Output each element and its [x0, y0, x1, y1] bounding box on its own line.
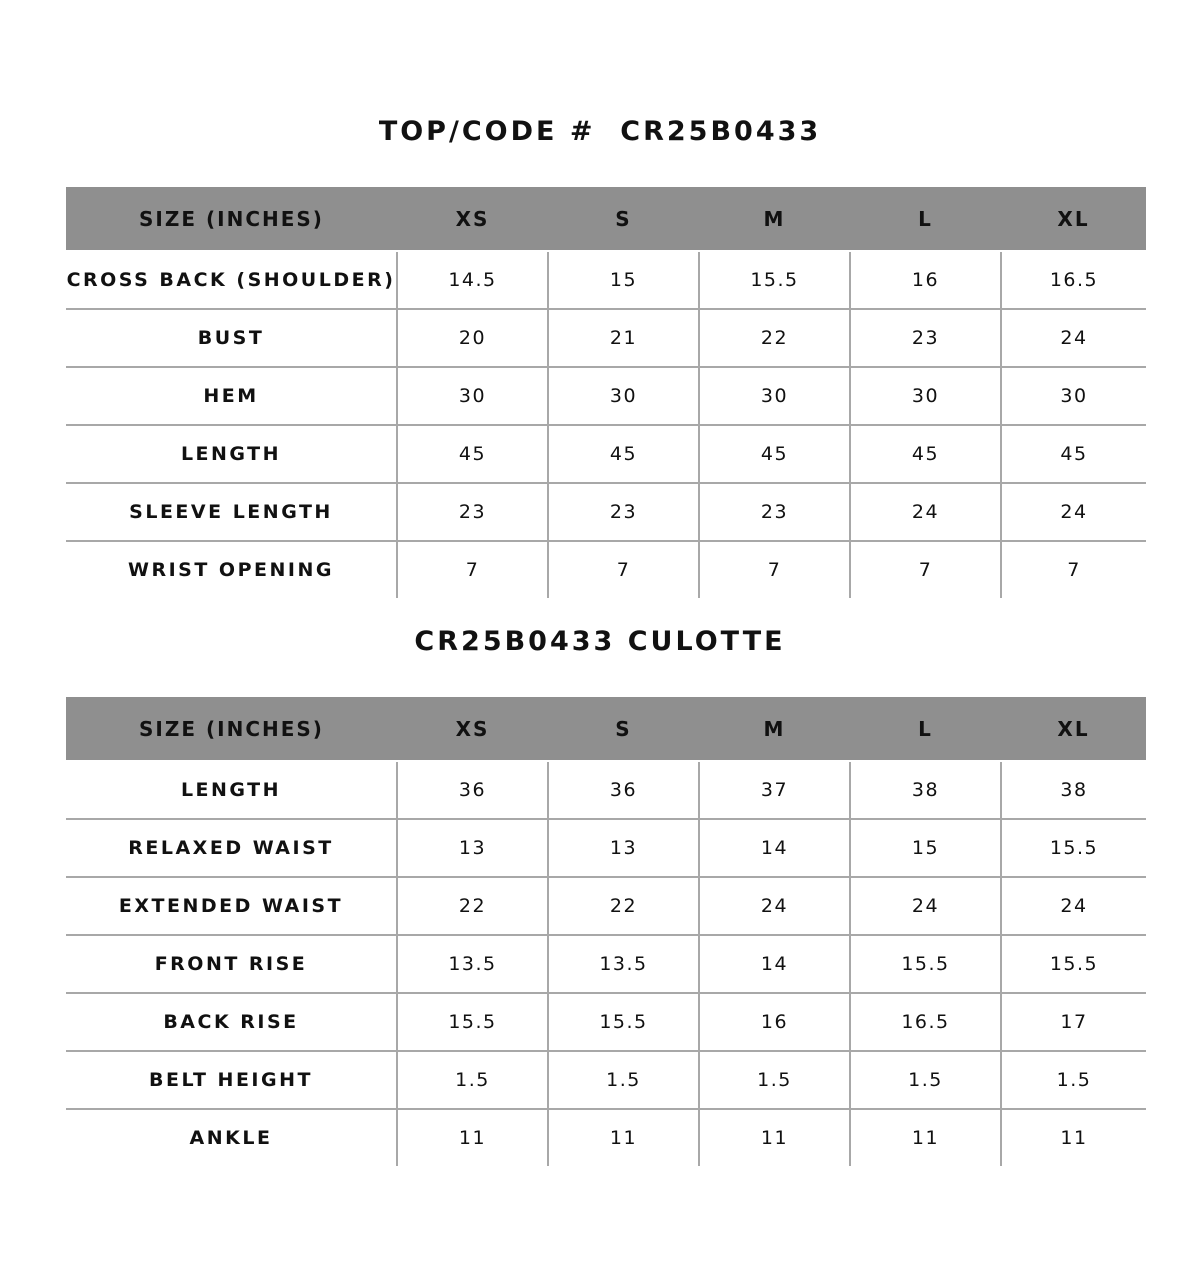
- header-size-m: M: [699, 187, 850, 251]
- measurement-value: 7: [699, 541, 850, 598]
- measurement-value: 1.5: [1001, 1051, 1146, 1109]
- measurement-label: HEM: [66, 367, 397, 425]
- measurement-value: 45: [548, 425, 699, 483]
- measurement-value: 23: [699, 483, 850, 541]
- measurement-value: 23: [548, 483, 699, 541]
- table-row: [66, 367, 1146, 425]
- measurement-value: 1.5: [699, 1051, 850, 1109]
- measurement-value: 15.5: [397, 993, 548, 1051]
- measurement-value: 14: [699, 819, 850, 877]
- top-size-chart-title: TOP/CODE # CR25B0433: [378, 116, 822, 147]
- table-row: [66, 1051, 1146, 1109]
- table-row: [66, 309, 1146, 367]
- header-size-m: M: [699, 697, 850, 761]
- measurement-value: 1.5: [397, 1051, 548, 1109]
- measurement-value: 22: [548, 877, 699, 935]
- header-size-xl: XL: [1001, 187, 1146, 251]
- measurement-value: 20: [397, 309, 548, 367]
- measurement-value: 45: [397, 425, 548, 483]
- measurement-value: 38: [850, 761, 1001, 819]
- measurement-value: 15.5: [850, 935, 1001, 993]
- measurement-value: 11: [850, 1109, 1001, 1166]
- measurement-label: BELT HEIGHT: [66, 1051, 397, 1109]
- measurement-value: 14.5: [397, 251, 548, 309]
- measurement-value: 45: [1001, 425, 1146, 483]
- measurement-label: BACK RISE: [66, 993, 397, 1051]
- measurement-value: 45: [699, 425, 850, 483]
- measurement-value: 16: [699, 993, 850, 1051]
- measurement-value: 11: [1001, 1109, 1146, 1166]
- measurement-value: 17: [1001, 993, 1146, 1051]
- measurement-value: 24: [699, 877, 850, 935]
- measurement-value: 16.5: [850, 993, 1001, 1051]
- measurement-value: 1.5: [850, 1051, 1001, 1109]
- table-row: [66, 483, 1146, 541]
- measurement-value: 11: [699, 1109, 850, 1166]
- header-size-s: S: [548, 697, 699, 761]
- measurement-value: 13.5: [548, 935, 699, 993]
- measurement-value: 7: [397, 541, 548, 598]
- measurement-value: 11: [397, 1109, 548, 1166]
- measurement-label: RELAXED WAIST: [66, 819, 397, 877]
- culotte-size-table: [66, 697, 1146, 1166]
- measurement-value: 16: [850, 251, 1001, 309]
- measurement-value: 11: [548, 1109, 699, 1166]
- measurement-value: 15.5: [1001, 819, 1146, 877]
- measurement-value: 22: [699, 309, 850, 367]
- measurement-value: 15.5: [699, 251, 850, 309]
- measurement-value: 7: [850, 541, 1001, 598]
- header-size-s: S: [548, 187, 699, 251]
- measurement-value: 23: [850, 309, 1001, 367]
- header-size-label: SIZE (INCHES): [66, 187, 397, 251]
- measurement-value: 15: [548, 251, 699, 309]
- measurement-value: 24: [850, 877, 1001, 935]
- table-header-row: [66, 187, 1146, 251]
- measurement-value: 21: [548, 309, 699, 367]
- measurement-value: 13: [548, 819, 699, 877]
- table-row: [66, 425, 1146, 483]
- table-row: [66, 541, 1146, 598]
- measurement-value: 36: [548, 761, 699, 819]
- table-row: [66, 877, 1146, 935]
- measurement-label: WRIST OPENING: [128, 559, 334, 581]
- header-size-label: SIZE (INCHES): [66, 697, 397, 761]
- measurement-label: EXTENDED WAIST: [66, 877, 397, 935]
- measurement-label: LENGTH: [66, 425, 397, 483]
- measurement-value: 23: [397, 483, 548, 541]
- table-row: [66, 993, 1146, 1051]
- measurement-value: 16.5: [1001, 251, 1146, 309]
- measurement-label: ANKLE: [189, 1127, 273, 1149]
- measurement-value: 24: [1001, 309, 1146, 367]
- measurement-value: 36: [397, 761, 548, 819]
- measurement-value: 24: [850, 483, 1001, 541]
- measurement-label: SLEEVE LENGTH: [66, 483, 397, 541]
- header-size-xl: XL: [1001, 697, 1146, 761]
- measurement-value: 30: [850, 367, 1001, 425]
- header-size-xs: XS: [397, 697, 548, 761]
- header-size-l: L: [850, 187, 1001, 251]
- measurement-value: 24: [1001, 483, 1146, 541]
- measurement-label: CROSS BACK (SHOULDER): [66, 251, 397, 309]
- measurement-value: 30: [548, 367, 699, 425]
- measurement-value: 7: [1001, 541, 1146, 598]
- measurement-label: LENGTH: [66, 761, 397, 819]
- table-header-row: [66, 697, 1146, 761]
- table-row: [66, 819, 1146, 877]
- measurement-label: BUST: [66, 309, 397, 367]
- measurement-value: 45: [850, 425, 1001, 483]
- table-row: [66, 761, 1146, 819]
- measurement-value: 15.5: [1001, 935, 1146, 993]
- table-row: [66, 935, 1146, 993]
- measurement-value: 38: [1001, 761, 1146, 819]
- measurement-value: 30: [699, 367, 850, 425]
- measurement-value: 1.5: [548, 1051, 699, 1109]
- measurement-value: 13.5: [397, 935, 548, 993]
- measurement-value: 13: [397, 819, 548, 877]
- measurement-value: 14: [699, 935, 850, 993]
- measurement-value: 24: [1001, 877, 1146, 935]
- measurement-value: 15: [850, 819, 1001, 877]
- header-size-l: L: [850, 697, 1001, 761]
- measurement-value: 30: [397, 367, 548, 425]
- culotte-size-chart-title: CR25B0433 CULOTTE: [414, 626, 786, 657]
- measurement-value: 22: [397, 877, 548, 935]
- measurement-label: FRONT RISE: [66, 935, 397, 993]
- top-size-table: [66, 187, 1146, 598]
- table-row: [66, 251, 1146, 309]
- measurement-value: 15.5: [548, 993, 699, 1051]
- measurement-value: 30: [1001, 367, 1146, 425]
- header-size-xs: XS: [397, 187, 548, 251]
- measurement-value: 37: [699, 761, 850, 819]
- table-row: [66, 1109, 1146, 1166]
- measurement-value: 7: [548, 541, 699, 598]
